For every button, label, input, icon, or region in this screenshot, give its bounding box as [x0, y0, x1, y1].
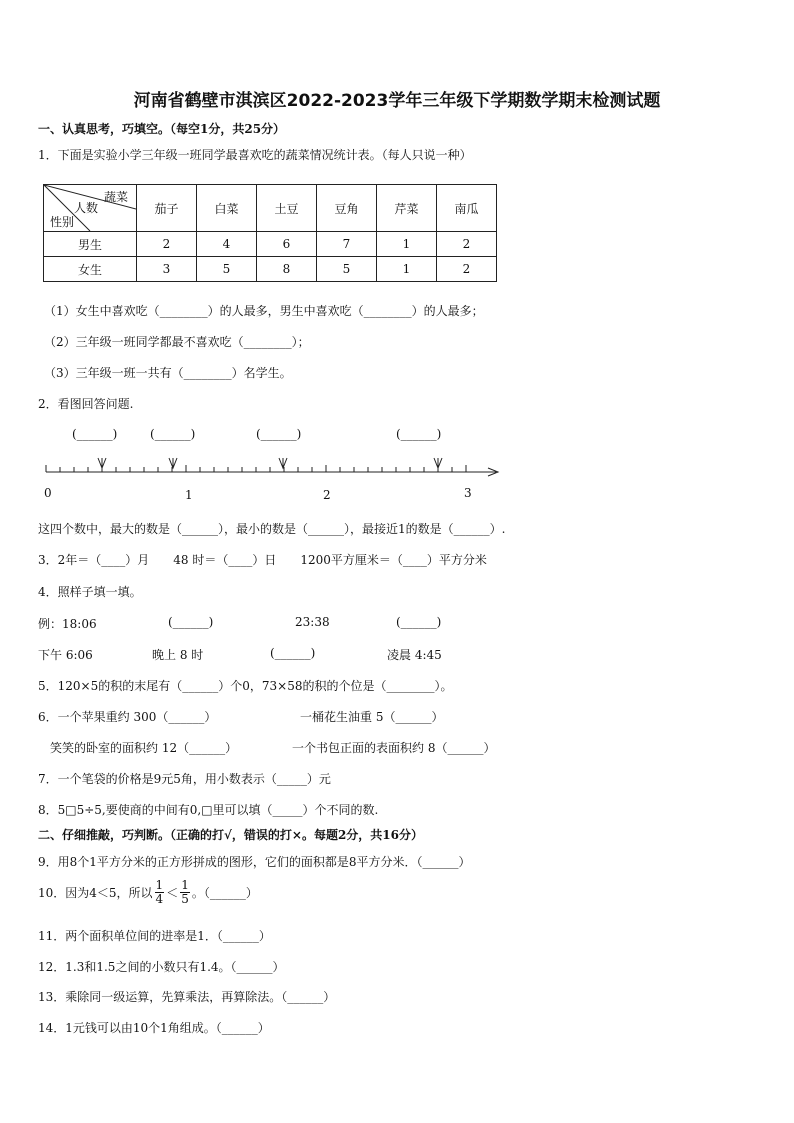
q6-b: 一桶花生油重 5（______）: [300, 710, 444, 724]
q6-a: 6．一个苹果重约 300（______）: [38, 710, 217, 724]
number-line-label: 1: [185, 488, 193, 502]
q4-time: 23:38: [295, 615, 330, 629]
q5-text: 5．120×5的积的末尾有（______）个0，73×58的积的个位是（________）。: [38, 679, 453, 693]
q14-text: 14．1元钱可以由10个1角组成。（______）: [38, 1021, 270, 1035]
column-header: 土豆: [257, 185, 317, 232]
q2-blank: (______): [396, 427, 442, 441]
q10-prefix: 10．因为4＜5，所以: [38, 886, 153, 900]
fraction-denominator: 4: [155, 892, 164, 906]
q10-text: [38, 879, 258, 906]
q4-blank: (______): [396, 615, 442, 629]
q4-example: 例：18:06: [38, 617, 97, 631]
header-gender: 性别: [50, 215, 75, 229]
number-line-label: 2: [323, 488, 331, 502]
fraction-numerator: 1: [155, 878, 164, 892]
table-cell: 2: [437, 257, 497, 282]
q1-sub2: （2）三年级一班同学都最不喜欢吃（________）；: [44, 335, 310, 349]
section2-heading: 二、仔细推敲，巧判断。（正确的打√，错误的打×。每题2分，共16分）: [38, 828, 423, 842]
q2-blank: (______): [150, 427, 196, 441]
q3-text: 3．2年＝（____）月 48 时＝（____）日 1200平方厘米＝（____）平方分米: [38, 553, 487, 567]
q10-suffix: 。（______）: [191, 886, 258, 900]
table-cell: 4: [197, 232, 257, 257]
table-cell: 2: [137, 232, 197, 257]
fraction-one-quarter: [155, 879, 165, 906]
table-cell: 8: [257, 257, 317, 282]
table-cell: 1: [377, 257, 437, 282]
table-row: [44, 257, 497, 282]
column-header: 南瓜: [437, 185, 497, 232]
fraction-one-fifth: [180, 879, 190, 906]
table-cell: 2: [437, 232, 497, 257]
q2-text: 2．看图回答问题.: [38, 397, 134, 411]
q6-d: 一个书包正面的表面积约 8（______）: [292, 741, 496, 755]
q2-blank: (______): [72, 427, 118, 441]
q4-blank: (______): [270, 646, 316, 660]
column-header: 豆角: [317, 185, 377, 232]
q1-text: 1．下面是实验小学三年级一班同学最喜欢吃的蔬菜情况统计表。（每人只说一种）: [38, 148, 472, 162]
q1-sub1: （1）女生中喜欢吃（________）的人最多，男生中喜欢吃（________）的人最多；: [44, 304, 484, 318]
table-cell: 7: [317, 232, 377, 257]
q13-text: 13．乘除同一级运算，先算乘法，再算除法。（______）: [38, 990, 336, 1004]
q7-text: 7．一个笔袋的价格是9元5角，用小数表示（_____）元: [38, 772, 331, 786]
column-header: 白菜: [197, 185, 257, 232]
less-than-sign: ＜: [166, 886, 179, 900]
table-cell: 5: [317, 257, 377, 282]
column-header: 芹菜: [377, 185, 437, 232]
fraction-numerator: 1: [181, 878, 189, 892]
page-title: 河南省鹤壁市淇滨区2022-2023学年三年级下学期数学期末检测试题: [133, 91, 661, 111]
q4-row2-c: 凌晨 4:45: [387, 648, 442, 662]
q2-blank: (______): [256, 427, 302, 441]
q2-question: 这四个数中，最大的数是（______），最小的数是（______），最接近1的数是（______）.: [38, 522, 506, 536]
q4-text: 4．照样子填一填。: [38, 585, 142, 599]
row-label: 女生: [44, 257, 137, 282]
q4-blank: (______): [168, 615, 214, 629]
q4-row2-b: 晚上 8 时: [152, 648, 204, 662]
number-line-label: 0: [44, 486, 52, 500]
column-header: 茄子: [137, 185, 197, 232]
fraction-denominator: 5: [181, 892, 189, 906]
q6-c: 笑笑的卧室的面积约 12（______）: [50, 741, 238, 755]
table-header-cell: [44, 185, 137, 232]
q9-text: 9．用8个1平方分米的正方形拼成的图形，它们的面积都是8平方分米．（______）: [38, 855, 471, 869]
q1-sub3: （3）三年级一班一共有（________）名学生。: [44, 366, 292, 380]
q11-text: 11．两个面积单位间的进率是1．（______）: [38, 929, 271, 943]
q4-row2-a: 下午 6:06: [38, 648, 93, 662]
table-row: [44, 232, 497, 257]
header-count: 人数: [74, 201, 99, 215]
table-cell: 3: [137, 257, 197, 282]
q8-text: 8．5□5÷5,要使商的中间有0,□里可以填（_____）个不同的数.: [38, 803, 379, 817]
table-cell: 1: [377, 232, 437, 257]
vegetable-table: [43, 184, 497, 282]
table-cell: 6: [257, 232, 317, 257]
header-veg: 蔬菜: [104, 190, 129, 204]
row-label: 男生: [44, 232, 137, 257]
section1-heading: 一、认真思考，巧填空。（每空1分，共25分）: [38, 122, 286, 136]
number-line: [38, 452, 508, 482]
number-line-label: 3: [464, 486, 472, 500]
q12-text: 12．1.3和1.5之间的小数只有1.4。（______）: [38, 960, 285, 974]
table-cell: 5: [197, 257, 257, 282]
